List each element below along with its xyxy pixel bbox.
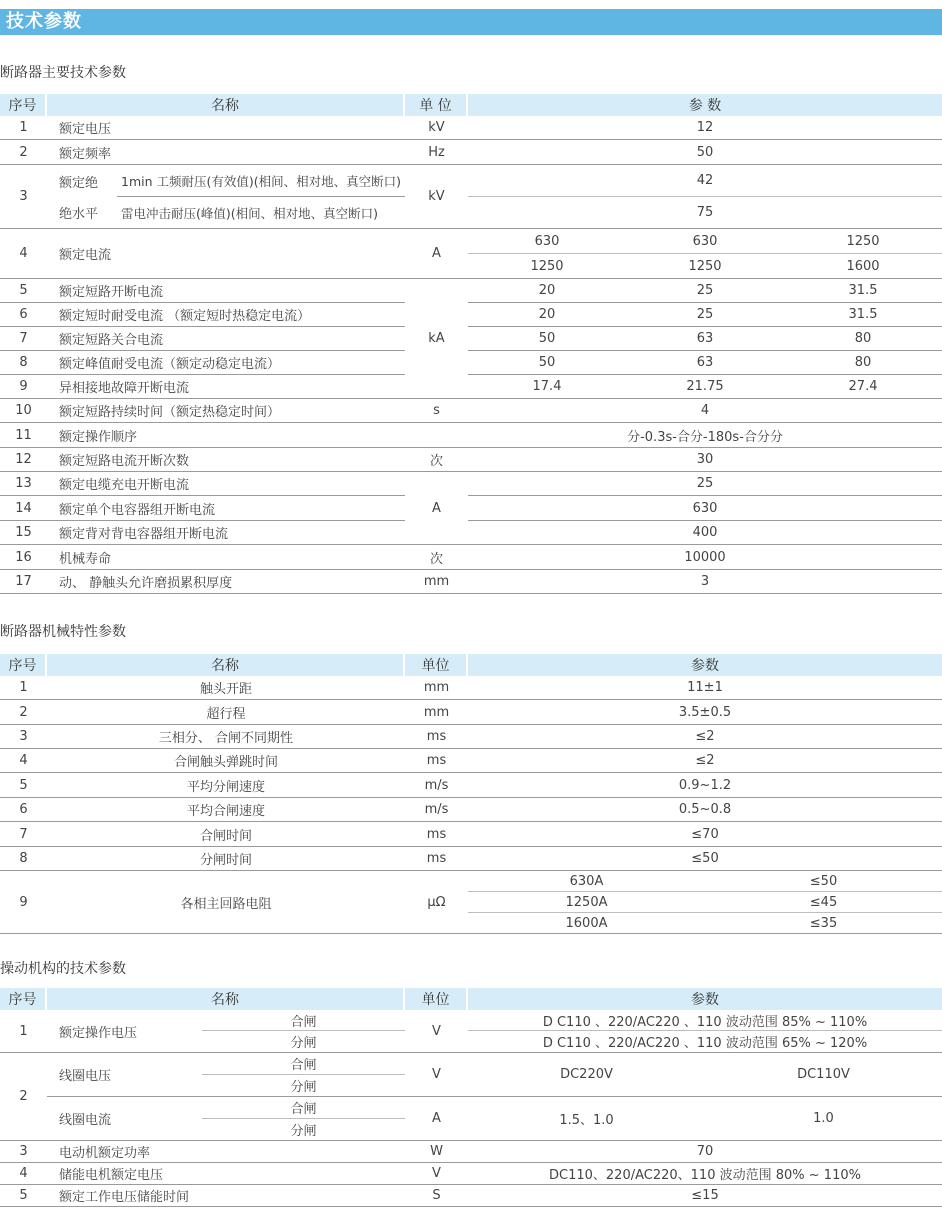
table-cell: 20: [468, 279, 626, 303]
table-header-row: [0, 654, 942, 676]
table-cell: 额定电缆充电开断电流: [47, 472, 405, 496]
table-cell: 0.5~0.8: [468, 798, 942, 822]
table-cell: 13: [0, 472, 47, 496]
table-row: [0, 725, 942, 749]
table-cell: 1600A: [468, 913, 705, 934]
table-cell: 7: [0, 327, 47, 351]
table-cell: 5: [0, 773, 47, 798]
table-cell: ≤50: [468, 847, 942, 871]
header-name: 名称: [47, 94, 405, 116]
table-cell: 1.0: [705, 1097, 942, 1141]
table-cell: 75: [468, 197, 942, 229]
table-cell: V: [405, 1010, 468, 1053]
table-cell: 8: [0, 847, 47, 871]
table-cell: V: [405, 1053, 468, 1097]
table-cell: 平均分闸速度: [47, 773, 405, 798]
table-row: [0, 773, 942, 798]
table-cell: DC110、220/AC220、110 波动范围 80% ~ 110%: [468, 1163, 942, 1185]
table-row: [0, 700, 942, 725]
table-cell: 0.9~1.2: [468, 773, 942, 798]
header-value: 参数: [468, 988, 942, 1010]
table-cell: 3: [0, 1141, 47, 1163]
table-cell: D C110 、220/AC220 、110 波动范围 85% ~ 110%: [468, 1010, 942, 1031]
section-title-main: 断路器主要技术参数: [0, 65, 126, 81]
table-cell: 20: [468, 303, 626, 327]
table-cell: ms: [405, 847, 468, 871]
table-row: [0, 847, 942, 871]
header-name: 名称: [47, 988, 405, 1010]
header-value: 参 数: [468, 94, 942, 116]
table-cell: 1250A: [468, 892, 705, 913]
table-row: [0, 448, 942, 472]
table-cell: 机械寿命: [47, 545, 405, 570]
table-cell: 异相接地故障开断电流: [47, 375, 405, 399]
table-cell: A: [405, 1097, 468, 1141]
table-cell: 14: [0, 496, 47, 521]
table-cell: 1.5、1.0: [468, 1097, 705, 1141]
table-cell: 63: [626, 351, 784, 375]
table-row: [0, 229, 942, 254]
table-cell: 额定操作顺序: [47, 423, 405, 448]
table-row: [0, 1010, 942, 1031]
table-cell: 次: [405, 545, 468, 570]
table-cell: 分闸: [202, 1031, 405, 1053]
table-cell: 630: [626, 229, 784, 254]
table-cell: ms: [405, 749, 468, 773]
table-row: [0, 521, 942, 545]
table-cell: 电动机额定功率: [47, 1141, 405, 1163]
table-cell: 额定峰值耐受电流（额定动稳定电流）: [47, 351, 405, 375]
table-cell: 1250: [468, 254, 626, 279]
table-cell: s: [405, 399, 468, 423]
mech-params-table: [0, 654, 942, 934]
table-row: [0, 351, 942, 375]
table-cell: 9: [0, 375, 47, 399]
table-cell: 额定短路持续时间（额定热稳定时间）: [47, 399, 405, 423]
table-cell: 8: [0, 351, 47, 375]
section-title-mech: 断路器机械特性参数: [0, 624, 126, 640]
table-cell: 16: [0, 545, 47, 570]
table-cell: 4: [0, 229, 47, 279]
table-row: [0, 496, 942, 521]
table-row: [0, 197, 942, 229]
table-cell: ≤15: [468, 1185, 942, 1207]
table-cell: A: [405, 229, 468, 279]
table-cell: 10000: [468, 545, 942, 570]
table-cell: mm: [405, 676, 468, 700]
main-params-table: [0, 94, 942, 594]
table-row: [0, 327, 942, 351]
table-cell: ≤2: [468, 749, 942, 773]
table-row: [0, 1097, 942, 1119]
header-unit: 单位: [405, 654, 468, 676]
table-cell: 各相主回路电阻: [47, 871, 405, 934]
section-title-op: 操动机构的技术参数: [0, 961, 126, 977]
table-cell: 1250: [784, 229, 942, 254]
header-no: 序号: [0, 988, 47, 1010]
table-cell: DC110V: [705, 1053, 942, 1097]
table-cell: 分闸时间: [47, 847, 405, 871]
table-cell: kV: [405, 116, 468, 140]
table-cell: 27.4: [784, 375, 942, 399]
table-cell: 80: [784, 327, 942, 351]
table-cell: DC220V: [468, 1053, 705, 1097]
table-cell: 分闸: [202, 1075, 405, 1097]
table-cell: 2: [0, 140, 47, 165]
table-row: [0, 570, 942, 594]
table-cell: 21.75: [626, 375, 784, 399]
table-cell: 31.5: [784, 279, 942, 303]
table-cell: 25: [626, 303, 784, 327]
table-cell: 1250: [626, 254, 784, 279]
table-cell: 50: [468, 140, 942, 165]
table-cell: [405, 423, 468, 448]
table-header-row: [0, 94, 942, 116]
table-cell: 超行程: [47, 700, 405, 725]
table-cell: 4: [468, 399, 942, 423]
table-cell: 4: [0, 1163, 47, 1185]
table-cell: 25: [468, 472, 942, 496]
table-cell: D C110 、220/AC220 、110 波动范围 65% ~ 120%: [468, 1031, 942, 1053]
table-cell: 储能电机额定电压: [47, 1163, 405, 1185]
table-cell: 630: [468, 496, 942, 521]
table-cell: m/s: [405, 773, 468, 798]
page-title: 技术参数: [6, 11, 82, 32]
table-cell: ≤70: [468, 822, 942, 847]
header-value: 参数: [468, 654, 942, 676]
table-cell: 80: [784, 351, 942, 375]
table-row: [0, 676, 942, 700]
table-row: [0, 165, 942, 197]
table-cell: 1min 工频耐压(有效值)(相间、相对地、真空断口): [117, 165, 405, 197]
table-cell: 50: [468, 351, 626, 375]
table-row: [0, 1185, 942, 1207]
table-row: [0, 303, 942, 327]
table-cell: 9: [0, 871, 47, 934]
table-cell: 17: [0, 570, 47, 594]
table-cell: 额定短路关合电流: [47, 327, 405, 351]
table-cell: S: [405, 1185, 468, 1207]
table-cell: 分-0.3s-合分-180s-合分分: [468, 423, 942, 448]
table-cell: 额定操作电压: [47, 1010, 202, 1053]
table-row: [0, 822, 942, 847]
table-cell: 50: [468, 327, 626, 351]
table-cell: 3.5±0.5: [468, 700, 942, 725]
table-cell: 11±1: [468, 676, 942, 700]
table-cell: 额定电流: [47, 229, 405, 279]
table-cell: 1: [0, 1010, 47, 1053]
table-row: [0, 1141, 942, 1163]
table-cell: 11: [0, 423, 47, 448]
table-cell: 1: [0, 676, 47, 700]
table-cell: 1600: [784, 254, 942, 279]
table-cell: 额定单个电容器组开断电流: [47, 496, 405, 521]
table-row: [0, 279, 942, 303]
table-row: [0, 545, 942, 570]
table-cell: 400: [468, 521, 942, 545]
table-cell: A: [405, 472, 468, 545]
table-cell: 3: [468, 570, 942, 594]
table-cell: 合闸时间: [47, 822, 405, 847]
table-cell: ≤45: [705, 892, 942, 913]
table-cell: 630: [468, 229, 626, 254]
header-unit: 单位: [405, 988, 468, 1010]
table-cell: 10: [0, 399, 47, 423]
table-cell: 额定工作电压储能时间: [47, 1185, 405, 1207]
table-cell: 4: [0, 749, 47, 773]
table-cell: 次: [405, 448, 468, 472]
table-cell: 合闸: [202, 1010, 405, 1031]
table-cell: ≤50: [705, 871, 942, 892]
table-cell: 线圈电压: [47, 1053, 202, 1097]
table-cell: ms: [405, 822, 468, 847]
table-cell: 平均合闸速度: [47, 798, 405, 822]
table-cell: 线圈电流: [47, 1097, 202, 1141]
table-cell: 12: [0, 448, 47, 472]
header-no: 序号: [0, 94, 47, 116]
table-cell: W: [405, 1141, 468, 1163]
op-params-table: [0, 988, 942, 1207]
table-cell: 30: [468, 448, 942, 472]
table-cell: ≤2: [468, 725, 942, 749]
table-row: [0, 749, 942, 773]
table-cell: mm: [405, 570, 468, 594]
table-cell: Hz: [405, 140, 468, 165]
table-cell: ≤35: [705, 913, 942, 934]
table-cell: 5: [0, 1185, 47, 1207]
table-row: [0, 871, 942, 892]
table-cell: 6: [0, 303, 47, 327]
table-row: [0, 375, 942, 399]
table-row: [0, 1053, 942, 1075]
table-cell: 15: [0, 521, 47, 545]
table-cell: 6: [0, 798, 47, 822]
table-row: [0, 798, 942, 822]
table-row: [0, 1163, 942, 1185]
table-cell: 2: [0, 1053, 47, 1141]
table-row: [0, 399, 942, 423]
table-cell: mm: [405, 700, 468, 725]
table-cell: 42: [468, 165, 942, 197]
table-cell: 17.4: [468, 375, 626, 399]
table-cell: 额定短时耐受电流 （额定短时热稳定电流）: [47, 303, 405, 327]
table-cell: 12: [468, 116, 942, 140]
table-cell: 7: [0, 822, 47, 847]
table-cell: V: [405, 1163, 468, 1185]
table-cell: 分闸: [202, 1119, 405, 1141]
table-cell: 三相分、 合闸不同期性: [47, 725, 405, 749]
table-cell: kA: [405, 279, 468, 399]
table-cell: 触头开距: [47, 676, 405, 700]
table-cell: 合闸触头弹跳时间: [47, 749, 405, 773]
table-cell: 动、 静触头允许磨损累积厚度: [47, 570, 405, 594]
table-cell: 3: [0, 165, 47, 229]
table-cell: 雷电冲击耐压(峰值)(相间、相对地、真空断口): [117, 197, 405, 229]
table-cell: 额定电压: [47, 116, 405, 140]
table-cell: 3: [0, 725, 47, 749]
table-cell: μΩ: [405, 871, 468, 934]
table-cell: 合闸: [202, 1097, 405, 1119]
table-cell: 25: [626, 279, 784, 303]
table-cell: 1: [0, 116, 47, 140]
table-row: [0, 140, 942, 165]
table-cell: 31.5: [784, 303, 942, 327]
table-cell: 63: [626, 327, 784, 351]
table-cell: 合闸: [202, 1053, 405, 1075]
table-cell: 70: [468, 1141, 942, 1163]
header-unit: 单 位: [405, 94, 468, 116]
table-cell: ms: [405, 725, 468, 749]
table-cell: 5: [0, 279, 47, 303]
table-header-row: [0, 988, 942, 1010]
table-cell: 630A: [468, 871, 705, 892]
table-cell: 额定短路电流开断次数: [47, 448, 405, 472]
table-cell: 额定绝: [59, 175, 99, 191]
table-cell: 额定背对背电容器组开断电流: [47, 521, 405, 545]
table-cell: 2: [0, 700, 47, 725]
header-no: 序号: [0, 654, 47, 676]
table-cell: 额定频率: [47, 140, 405, 165]
table-row: [0, 116, 942, 140]
header-banner: [0, 9, 942, 35]
table-row: [0, 472, 942, 496]
table-cell: kV: [405, 165, 468, 229]
table-cell: m/s: [405, 798, 468, 822]
header-name: 名称: [47, 654, 405, 676]
table-cell: 额定短路开断电流: [47, 279, 405, 303]
table-row: [0, 423, 942, 448]
table-cell: 绝水平: [47, 197, 117, 229]
